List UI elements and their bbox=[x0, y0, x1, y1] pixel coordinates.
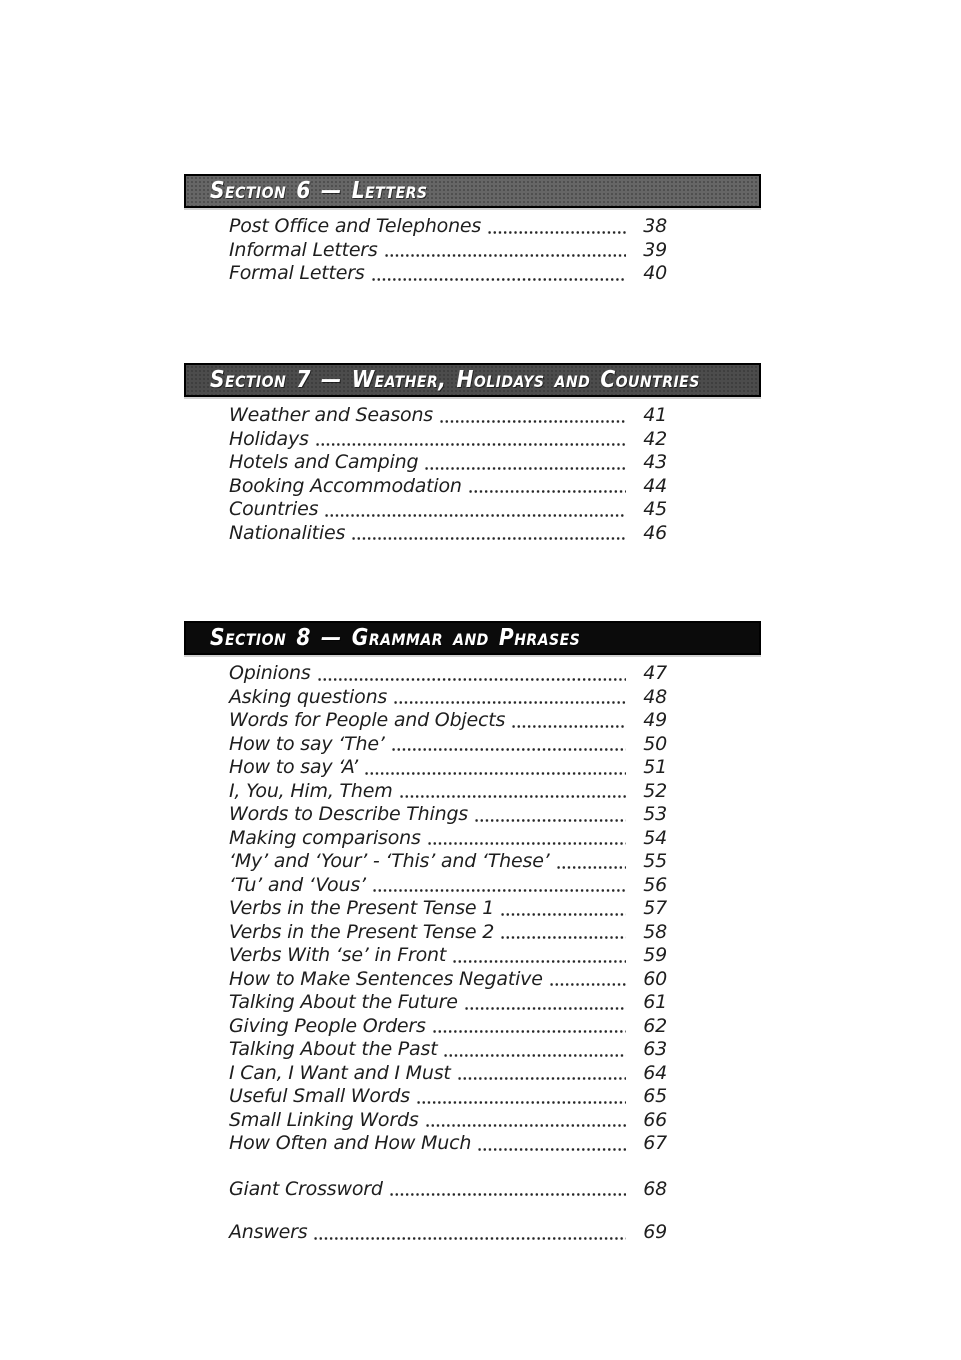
toc-entry bbox=[229, 1109, 667, 1133]
dotted-leader bbox=[351, 522, 626, 546]
toc-entry bbox=[229, 944, 667, 968]
toc-entry bbox=[229, 709, 667, 733]
toc-entry-page: 44 bbox=[643, 474, 667, 497]
toc-entry bbox=[229, 991, 667, 1015]
toc-entry-page: 61 bbox=[643, 991, 667, 1013]
toc-entry-label: Talking About the Future bbox=[229, 991, 458, 1013]
toc-entry-page: 54 bbox=[643, 826, 667, 849]
toc-entry-page: 51 bbox=[643, 756, 667, 778]
section-6-header-bar bbox=[184, 174, 761, 208]
dotted-leader bbox=[315, 428, 626, 452]
toc-entry bbox=[229, 897, 667, 921]
toc-entry-label: Verbs in the Present Tense 2 bbox=[229, 920, 495, 943]
toc-entry-label: ‘Tu’ and ‘Vous’ bbox=[229, 873, 366, 896]
toc-entry-page: 41 bbox=[643, 404, 667, 426]
dotted-leader bbox=[474, 803, 626, 827]
toc-entry bbox=[229, 475, 667, 499]
section-7-header-bar bbox=[184, 363, 761, 397]
toc-entry-page: 43 bbox=[643, 451, 667, 473]
toc-entry-page: 53 bbox=[643, 803, 667, 825]
dotted-leader bbox=[452, 944, 626, 968]
dotted-leader bbox=[457, 1062, 626, 1086]
toc-entry bbox=[229, 404, 667, 428]
section-8-header-bar bbox=[184, 621, 761, 655]
toc-entry bbox=[229, 498, 667, 522]
toc-entry bbox=[229, 921, 667, 945]
section-8-entries bbox=[229, 662, 667, 1245]
toc-entry-label: Making comparisons bbox=[229, 826, 421, 849]
dotted-leader bbox=[324, 498, 626, 522]
dotted-leader bbox=[556, 850, 626, 874]
toc-entry-page: 49 bbox=[643, 709, 667, 731]
toc-entry-label: Post Office and Telephones bbox=[229, 215, 482, 237]
toc-entry-page: 58 bbox=[643, 920, 667, 943]
toc-entry-label: How Often and How Much bbox=[229, 1132, 472, 1154]
toc-entry bbox=[229, 428, 667, 452]
toc-entry-label: Giving People Orders bbox=[229, 1014, 426, 1037]
dotted-leader bbox=[500, 897, 626, 921]
toc-entry-label: How to Make Sentences Negative bbox=[229, 967, 543, 990]
toc-entry bbox=[229, 733, 667, 757]
toc-entry-label: Weather and Seasons bbox=[229, 404, 433, 426]
toc-entry-label: Answers bbox=[229, 1221, 308, 1243]
toc-entry-page: 64 bbox=[643, 1061, 667, 1084]
toc-entry bbox=[229, 968, 667, 992]
toc-entry-page: 46 bbox=[643, 521, 667, 544]
toc-entry bbox=[229, 1062, 667, 1086]
toc-entry bbox=[229, 1015, 667, 1039]
toc-entry bbox=[229, 215, 667, 239]
section-6-block bbox=[184, 174, 761, 286]
dotted-leader bbox=[439, 404, 626, 428]
toc-entry bbox=[229, 522, 667, 546]
dotted-leader bbox=[432, 1015, 626, 1039]
dotted-leader bbox=[364, 756, 626, 780]
toc-entry-page: 55 bbox=[643, 850, 667, 872]
toc-entry bbox=[229, 239, 667, 263]
toc-entry-label: Nationalities bbox=[229, 521, 346, 544]
toc-entry-page: 39 bbox=[643, 238, 667, 261]
section-6-entries bbox=[229, 215, 667, 286]
section-8-title: Section 8 — Grammar and Phrases bbox=[210, 625, 581, 651]
toc-entry-page: 66 bbox=[643, 1108, 667, 1131]
toc-entry-label: Opinions bbox=[229, 662, 311, 684]
toc-entry bbox=[229, 1132, 667, 1156]
dotted-leader bbox=[487, 215, 626, 239]
section-6-title: Section 6 — Letters bbox=[210, 178, 428, 204]
toc-entry-label: Informal Letters bbox=[229, 238, 378, 261]
dotted-leader bbox=[425, 1109, 626, 1133]
dotted-leader bbox=[500, 921, 626, 945]
toc-entry bbox=[229, 1085, 667, 1109]
toc-entry-label: Useful Small Words bbox=[229, 1085, 410, 1107]
dotted-leader bbox=[464, 991, 626, 1015]
toc-entry bbox=[229, 662, 667, 686]
toc-entry-page: 40 bbox=[643, 262, 667, 284]
toc-entry bbox=[229, 803, 667, 827]
toc-entry-label: Verbs With ‘se’ in Front bbox=[229, 944, 447, 966]
dotted-leader bbox=[549, 968, 626, 992]
toc-entry-page: 47 bbox=[643, 662, 667, 684]
toc-entry-page: 57 bbox=[643, 897, 667, 919]
dotted-leader bbox=[468, 475, 626, 499]
toc-entry-label: Holidays bbox=[229, 427, 309, 450]
toc-entry bbox=[229, 756, 667, 780]
dotted-leader bbox=[317, 662, 626, 686]
toc-entry-label: How to say ‘A’ bbox=[229, 756, 358, 778]
toc-entry-label: Asking questions bbox=[229, 685, 388, 708]
dotted-leader bbox=[371, 262, 626, 286]
dotted-leader bbox=[416, 1085, 626, 1109]
toc-entry-page: 50 bbox=[643, 732, 667, 755]
dotted-leader bbox=[393, 686, 626, 710]
toc-entry-label: ‘My’ and ‘Your’ - ‘This’ and ‘These’ bbox=[229, 850, 550, 872]
toc-entry bbox=[229, 451, 667, 475]
dotted-leader bbox=[443, 1038, 626, 1062]
dotted-leader bbox=[427, 827, 626, 851]
section-7-title: Section 7 — Weather, Holidays and Countries bbox=[210, 367, 700, 393]
dotted-leader bbox=[391, 733, 626, 757]
toc-entry-page: 62 bbox=[643, 1014, 667, 1037]
section-7-block bbox=[184, 363, 761, 545]
toc-entry-page: 38 bbox=[643, 215, 667, 237]
dotted-leader bbox=[424, 451, 626, 475]
section-7-entries bbox=[229, 404, 667, 545]
toc-entry-page: 69 bbox=[643, 1221, 667, 1243]
dotted-leader bbox=[511, 709, 626, 733]
toc-entry bbox=[229, 1038, 667, 1062]
toc-entry-label: Booking Accommodation bbox=[229, 474, 462, 497]
section-8-block bbox=[184, 621, 761, 1245]
toc-entry-page: 59 bbox=[643, 944, 667, 966]
toc-entry bbox=[229, 850, 667, 874]
toc-entry-page: 45 bbox=[643, 498, 667, 520]
dotted-leader bbox=[384, 239, 626, 263]
answers-entry bbox=[229, 1221, 667, 1245]
toc-entry-label: Formal Letters bbox=[229, 262, 365, 284]
toc-entry-page: 60 bbox=[643, 967, 667, 990]
dotted-leader bbox=[313, 1221, 626, 1245]
dotted-leader bbox=[372, 874, 626, 898]
toc-entry-label: Giant Crossword bbox=[229, 1177, 383, 1200]
toc-entry-page: 48 bbox=[643, 685, 667, 708]
toc-entry-page: 67 bbox=[643, 1132, 667, 1154]
toc-entry-label: Words for People and Objects bbox=[229, 709, 506, 731]
toc-entry bbox=[229, 262, 667, 286]
toc-entry bbox=[229, 827, 667, 851]
toc-entry-label: Words to Describe Things bbox=[229, 803, 469, 825]
toc-entry-label: Talking About the Past bbox=[229, 1038, 438, 1060]
toc-entry-page: 52 bbox=[643, 779, 667, 802]
toc-entry-label: How to say ‘The’ bbox=[229, 732, 385, 755]
toc-entry-label: Countries bbox=[229, 498, 319, 520]
toc-entry-page: 42 bbox=[643, 427, 667, 450]
dotted-leader bbox=[389, 1178, 626, 1202]
toc-entry bbox=[229, 780, 667, 804]
dotted-leader bbox=[477, 1132, 626, 1156]
toc-entry-label: Verbs in the Present Tense 1 bbox=[229, 897, 495, 919]
toc-entry bbox=[229, 686, 667, 710]
giant-crossword-entry bbox=[229, 1178, 667, 1202]
toc-entry-page: 56 bbox=[643, 873, 667, 896]
toc-entry-label: I Can, I Want and I Must bbox=[229, 1061, 451, 1084]
toc-entry-page: 68 bbox=[643, 1177, 667, 1200]
toc-entry-page: 65 bbox=[643, 1085, 667, 1107]
toc-entry-label: Hotels and Camping bbox=[229, 451, 419, 473]
dotted-leader bbox=[399, 780, 626, 804]
toc-entry-label: Small Linking Words bbox=[229, 1108, 419, 1131]
toc-entry-page: 63 bbox=[643, 1038, 667, 1060]
toc-entry-label: I, You, Him, Them bbox=[229, 779, 393, 802]
toc-entry bbox=[229, 874, 667, 898]
